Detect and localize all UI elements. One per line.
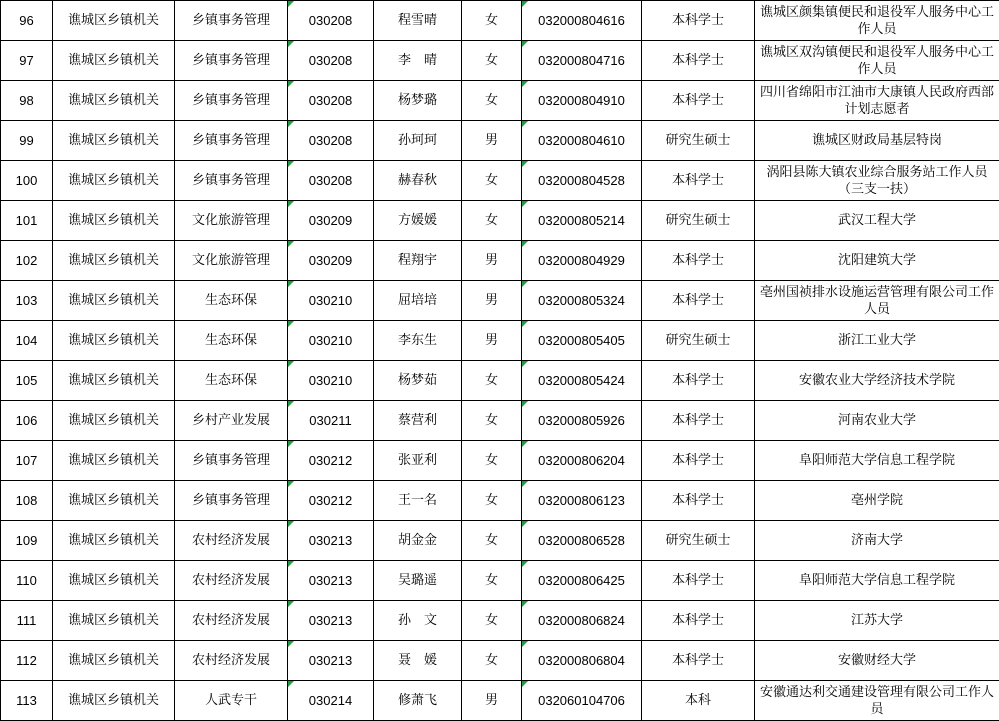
table-row [1,521,999,561]
table-row [1,561,999,601]
cell-serial-number: 107 [1,441,53,481]
cell-degree: 研究生硕士 [642,121,755,161]
cell-position: 生态环保 [175,361,288,401]
table-row [1,681,999,721]
table-row [1,81,999,121]
cell-school-or-employer: 谯城区颜集镇便民和退役军人服务中心工作人员 [755,1,999,41]
cell-unit: 谯城区乡镇机关 [53,401,175,441]
cell-degree: 本科学士 [642,601,755,641]
cell-serial-number: 108 [1,481,53,521]
cell-position: 生态环保 [175,281,288,321]
table-row [1,201,999,241]
cell-position: 乡镇事务管理 [175,441,288,481]
cell-position: 文化旅游管理 [175,241,288,281]
cell-unit: 谯城区乡镇机关 [53,441,175,481]
table-row [1,241,999,281]
cell-serial-number: 101 [1,201,53,241]
cell-ticket-number: 032000805324 [522,281,642,321]
cell-position: 农村经济发展 [175,601,288,641]
cell-school-or-employer: 济南大学 [755,521,999,561]
cell-degree: 本科 [642,681,755,721]
cell-degree: 研究生硕士 [642,201,755,241]
cell-position: 乡镇事务管理 [175,81,288,121]
cell-name: 王一名 [374,481,462,521]
cell-degree: 本科学士 [642,361,755,401]
cell-position: 文化旅游管理 [175,201,288,241]
cell-unit: 谯城区乡镇机关 [53,481,175,521]
cell-unit: 谯城区乡镇机关 [53,361,175,401]
cell-position: 乡镇事务管理 [175,121,288,161]
cell-ticket-number: 032000806824 [522,601,642,641]
cell-serial-number: 98 [1,81,53,121]
cell-school-or-employer: 安徽农业大学经济技术学院 [755,361,999,401]
cell-school-or-employer: 浙江工业大学 [755,321,999,361]
cell-gender: 女 [462,201,522,241]
cell-ticket-number: 032000806204 [522,441,642,481]
cell-degree: 本科学士 [642,1,755,41]
cell-name: 聂 媛 [374,641,462,681]
cell-name: 吴璐遥 [374,561,462,601]
cell-position-code: 030213 [288,521,374,561]
cell-gender: 女 [462,641,522,681]
cell-gender: 女 [462,401,522,441]
cell-name: 李东生 [374,321,462,361]
cell-position-code: 030214 [288,681,374,721]
cell-unit: 谯城区乡镇机关 [53,281,175,321]
cell-position-code: 030210 [288,361,374,401]
cell-ticket-number: 032000805926 [522,401,642,441]
cell-name: 杨梦璐 [374,81,462,121]
cell-name: 蔡营利 [374,401,462,441]
table-row [1,161,999,201]
cell-name: 程雪晴 [374,1,462,41]
cell-unit: 谯城区乡镇机关 [53,161,175,201]
cell-ticket-number: 032000804716 [522,41,642,81]
table-row [1,361,999,401]
cell-gender: 女 [462,41,522,81]
cell-unit: 谯城区乡镇机关 [53,1,175,41]
cell-name: 屈培培 [374,281,462,321]
cell-name: 杨梦茹 [374,361,462,401]
cell-serial-number: 109 [1,521,53,561]
cell-school-or-employer: 武汉工程大学 [755,201,999,241]
cell-serial-number: 104 [1,321,53,361]
table-row [1,121,999,161]
table-row [1,41,999,81]
cell-position-code: 030208 [288,161,374,201]
cell-gender: 女 [462,81,522,121]
cell-school-or-employer: 亳州国祯排水设施运营管理有限公司工作人员 [755,281,999,321]
cell-position: 农村经济发展 [175,641,288,681]
cell-gender: 女 [462,601,522,641]
cell-gender: 女 [462,361,522,401]
cell-school-or-employer: 谯城区财政局基层特岗 [755,121,999,161]
cell-school-or-employer: 阜阳师范大学信息工程学院 [755,441,999,481]
cell-degree: 本科学士 [642,481,755,521]
cell-unit: 谯城区乡镇机关 [53,561,175,601]
table-row [1,401,999,441]
cell-ticket-number: 032000806425 [522,561,642,601]
cell-serial-number: 102 [1,241,53,281]
cell-serial-number: 105 [1,361,53,401]
cell-position-code: 030210 [288,281,374,321]
table-body [1,1,999,721]
cell-school-or-employer: 江苏大学 [755,601,999,641]
cell-position-code: 030208 [288,81,374,121]
cell-position: 生态环保 [175,321,288,361]
cell-unit: 谯城区乡镇机关 [53,201,175,241]
cell-position-code: 030213 [288,561,374,601]
cell-ticket-number: 032000804910 [522,81,642,121]
cell-position-code: 030212 [288,441,374,481]
table-row [1,281,999,321]
table-row [1,481,999,521]
cell-degree: 本科学士 [642,641,755,681]
cell-unit: 谯城区乡镇机关 [53,241,175,281]
cell-gender: 男 [462,121,522,161]
table-row [1,1,999,41]
cell-ticket-number: 032000805214 [522,201,642,241]
cell-degree: 本科学士 [642,281,755,321]
cell-ticket-number: 032000804610 [522,121,642,161]
cell-serial-number: 96 [1,1,53,41]
cell-ticket-number: 032000804616 [522,1,642,41]
cell-position: 人武专干 [175,681,288,721]
cell-ticket-number: 032000806528 [522,521,642,561]
cell-degree: 本科学士 [642,401,755,441]
cell-school-or-employer: 安徽财经大学 [755,641,999,681]
cell-position-code: 030208 [288,1,374,41]
cell-school-or-employer: 谯城区双沟镇便民和退役军人服务中心工作人员 [755,41,999,81]
cell-position-code: 030208 [288,121,374,161]
cell-gender: 女 [462,561,522,601]
cell-gender: 女 [462,1,522,41]
cell-ticket-number: 032000806804 [522,641,642,681]
cell-gender: 女 [462,481,522,521]
cell-gender: 男 [462,681,522,721]
cell-unit: 谯城区乡镇机关 [53,41,175,81]
cell-position-code: 030208 [288,41,374,81]
cell-school-or-employer: 阜阳师范大学信息工程学院 [755,561,999,601]
cell-school-or-employer: 沈阳建筑大学 [755,241,999,281]
cell-gender: 男 [462,321,522,361]
cell-gender: 男 [462,241,522,281]
cell-unit: 谯城区乡镇机关 [53,641,175,681]
cell-serial-number: 97 [1,41,53,81]
cell-position: 乡镇事务管理 [175,481,288,521]
cell-position-code: 030209 [288,241,374,281]
cell-position-code: 030213 [288,641,374,681]
cell-degree: 本科学士 [642,561,755,601]
table-row [1,601,999,641]
table-row [1,641,999,681]
cell-serial-number: 99 [1,121,53,161]
table-row [1,441,999,481]
cell-ticket-number: 032000805405 [522,321,642,361]
cell-position-code: 030212 [288,481,374,521]
cell-degree: 本科学士 [642,161,755,201]
cell-name: 孙珂珂 [374,121,462,161]
cell-position-code: 030210 [288,321,374,361]
cell-position: 乡镇事务管理 [175,41,288,81]
cell-position: 乡镇事务管理 [175,1,288,41]
cell-gender: 女 [462,521,522,561]
cell-school-or-employer: 涡阳县陈大镇农业综合服务站工作人员（三支一扶） [755,161,999,201]
cell-name: 孙 文 [374,601,462,641]
cell-unit: 谯城区乡镇机关 [53,681,175,721]
cell-degree: 研究生硕士 [642,321,755,361]
cell-ticket-number: 032000804528 [522,161,642,201]
cell-degree: 本科学士 [642,441,755,481]
cell-position-code: 030211 [288,401,374,441]
cell-name: 方媛媛 [374,201,462,241]
cell-ticket-number: 032000806123 [522,481,642,521]
cell-serial-number: 112 [1,641,53,681]
cell-unit: 谯城区乡镇机关 [53,81,175,121]
cell-name: 李 晴 [374,41,462,81]
cell-unit: 谯城区乡镇机关 [53,601,175,641]
cell-serial-number: 103 [1,281,53,321]
cell-serial-number: 106 [1,401,53,441]
cell-serial-number: 111 [1,601,53,641]
cell-name: 胡金金 [374,521,462,561]
cell-gender: 女 [462,441,522,481]
cell-serial-number: 113 [1,681,53,721]
cell-ticket-number: 032000804929 [522,241,642,281]
cell-unit: 谯城区乡镇机关 [53,121,175,161]
cell-gender: 男 [462,281,522,321]
cell-position: 乡镇事务管理 [175,161,288,201]
cell-degree: 本科学士 [642,41,755,81]
cell-name: 修萧飞 [374,681,462,721]
cell-serial-number: 110 [1,561,53,601]
cell-position: 乡村产业发展 [175,401,288,441]
cell-school-or-employer: 亳州学院 [755,481,999,521]
cell-position-code: 030209 [288,201,374,241]
cell-serial-number: 100 [1,161,53,201]
cell-name: 赫春秋 [374,161,462,201]
cell-degree: 研究生硕士 [642,521,755,561]
cell-position: 农村经济发展 [175,561,288,601]
cell-position: 农村经济发展 [175,521,288,561]
cell-name: 张亚利 [374,441,462,481]
table-row [1,321,999,361]
cell-position-code: 030213 [288,601,374,641]
cell-ticket-number: 032060104706 [522,681,642,721]
cell-school-or-employer: 安徽通达利交通建设管理有限公司工作人员 [755,681,999,721]
cell-unit: 谯城区乡镇机关 [53,521,175,561]
cell-degree: 本科学士 [642,241,755,281]
cell-gender: 女 [462,161,522,201]
cell-degree: 本科学士 [642,81,755,121]
cell-name: 程翔宇 [374,241,462,281]
cell-ticket-number: 032000805424 [522,361,642,401]
cell-school-or-employer: 河南农业大学 [755,401,999,441]
cell-school-or-employer: 四川省绵阳市江油市大康镇人民政府西部计划志愿者 [755,81,999,121]
cell-unit: 谯城区乡镇机关 [53,321,175,361]
